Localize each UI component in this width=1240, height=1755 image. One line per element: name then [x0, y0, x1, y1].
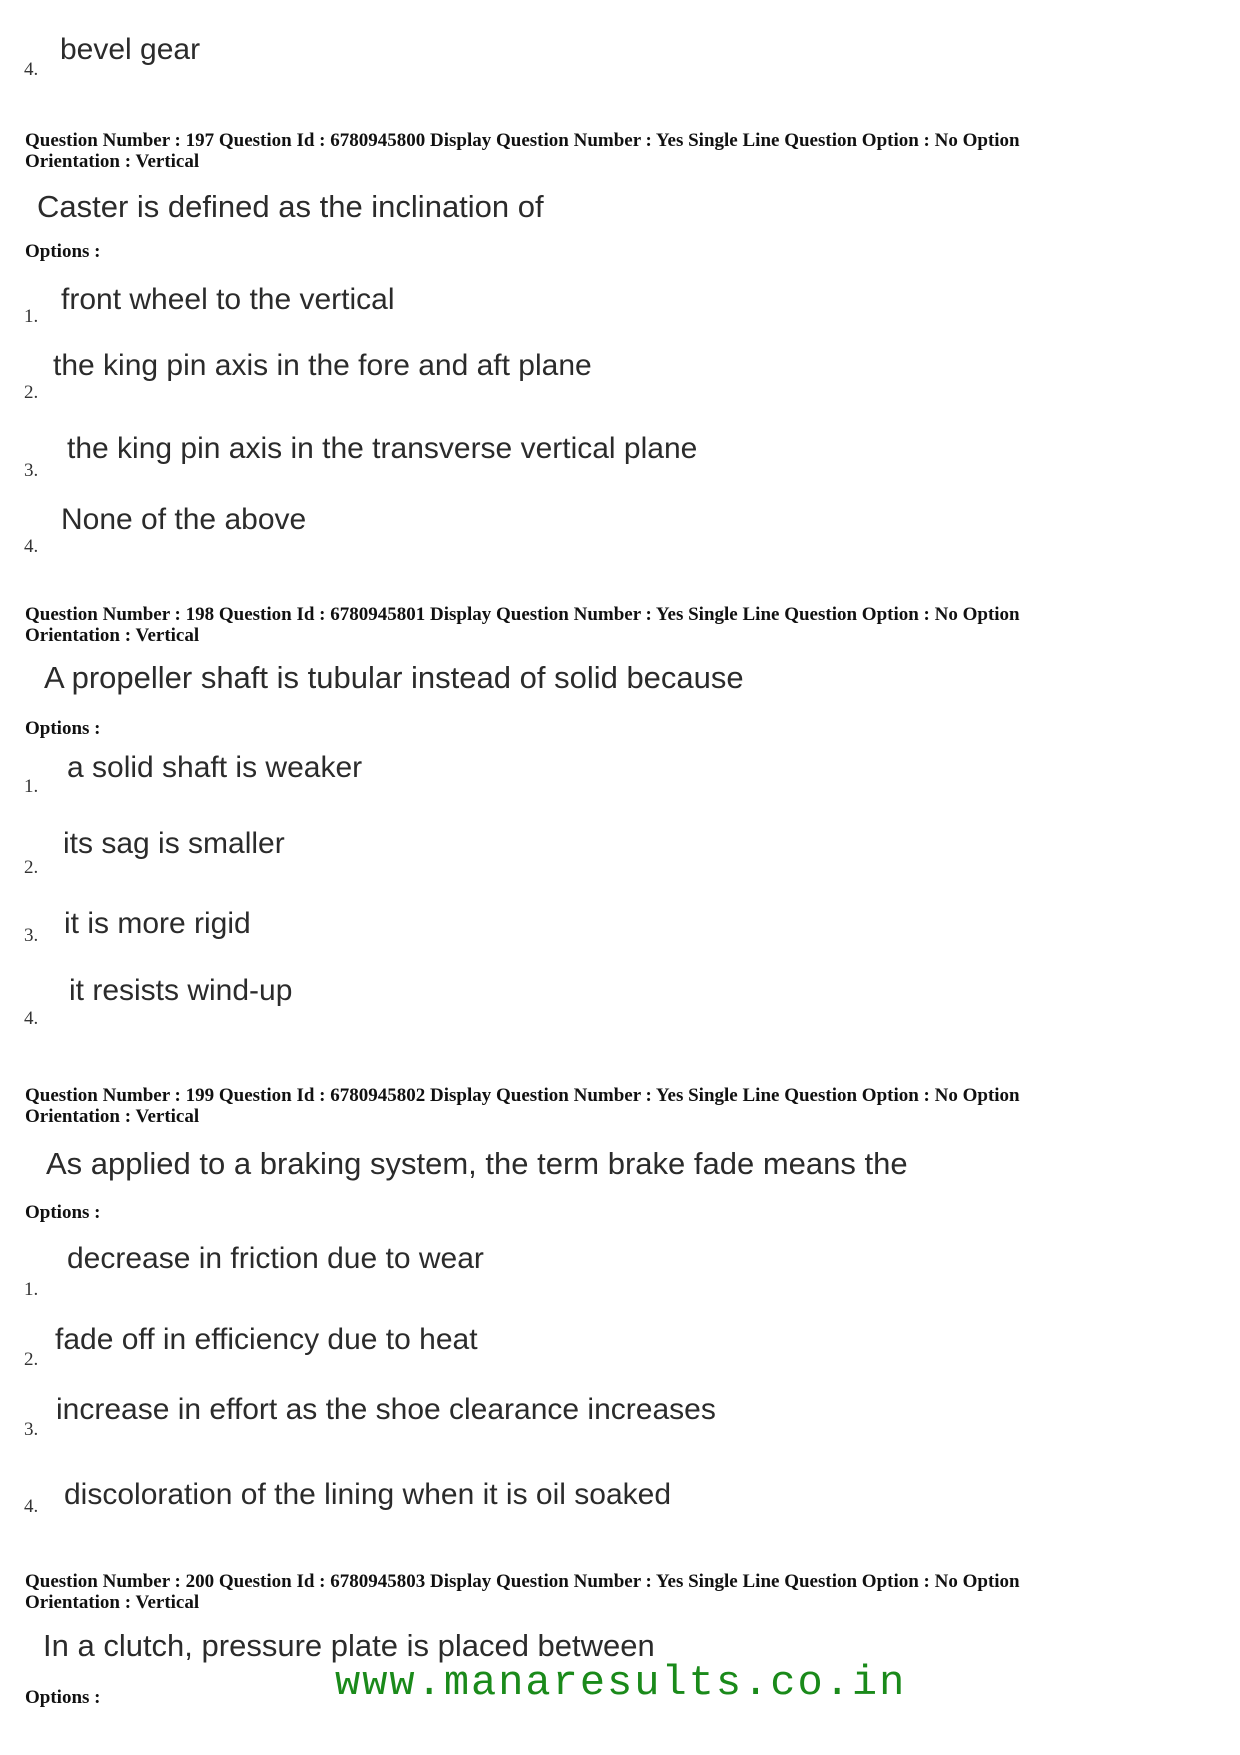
option-text: discoloration of the lining when it is oil soaked [64, 1478, 672, 1511]
question-meta-line: Orientation : Vertical [25, 151, 200, 172]
question-meta-line: Question Number : 200 Question Id : 6780945803 Display Question Number : Yes Single Line Question Option : No Option [25, 1571, 1020, 1592]
question-text: Caster is defined as the inclination of [37, 189, 544, 224]
option-number: 3. [24, 925, 39, 946]
option-number: 3. [24, 1419, 39, 1440]
question-meta-line: Orientation : Vertical [25, 1106, 200, 1127]
option-number: 4. [24, 1496, 39, 1517]
option-number: 2. [24, 382, 39, 403]
option-number: 1. [24, 1279, 39, 1300]
option-number: 1. [24, 776, 39, 797]
question-meta [25, 1085, 1215, 1127]
watermark: www.manaresults.co.in [335, 1659, 907, 1707]
option-text: a solid shaft is weaker [67, 751, 363, 784]
options-label: Options : [25, 1202, 101, 1223]
option-number: 3. [24, 460, 39, 481]
question-text: As applied to a braking system, the term brake fade means the [46, 1146, 908, 1181]
option-text: the king pin axis in the transverse vertical plane [67, 432, 698, 465]
option-number: 2. [24, 1349, 39, 1370]
option-text: it resists wind-up [69, 974, 293, 1007]
option-text: the king pin axis in the fore and aft plane [53, 349, 592, 382]
option-text: decrease in friction due to wear [67, 1242, 484, 1275]
question-meta-line: Question Number : 198 Question Id : 6780945801 Display Question Number : Yes Single Line Question Option : No Option [25, 604, 1020, 625]
option-number: 2. [24, 857, 39, 878]
options-label: Options : [25, 241, 101, 262]
question-meta [25, 604, 1215, 646]
option-number: 4. [24, 536, 39, 557]
options-label: Options : [25, 1687, 101, 1708]
question-meta [25, 130, 1215, 172]
option-text: bevel gear [60, 33, 201, 66]
question-meta-line: Orientation : Vertical [25, 625, 200, 646]
question-text: A propeller shaft is tubular instead of solid because [44, 660, 744, 695]
option-text: it is more rigid [64, 907, 251, 940]
option-text: fade off in efficiency due to heat [55, 1323, 478, 1356]
option-text: its sag is smaller [63, 827, 285, 860]
question-meta-line: Orientation : Vertical [25, 1592, 200, 1613]
options-label: Options : [25, 718, 101, 739]
option-number: 1. [24, 306, 39, 327]
question-meta-line: Question Number : 199 Question Id : 6780945802 Display Question Number : Yes Single Line Question Option : No Option [25, 1085, 1020, 1106]
question-meta-line: Question Number : 197 Question Id : 6780945800 Display Question Number : Yes Single Line Question Option : No Option [25, 130, 1020, 151]
question-meta [25, 1571, 1215, 1613]
option-text: None of the above [61, 503, 307, 536]
option-number: 4. [24, 59, 39, 80]
option-text: front wheel to the vertical [61, 283, 395, 316]
option-text: increase in effort as the shoe clearance increases [56, 1393, 716, 1426]
question-text: In a clutch, pressure plate is placed between [43, 1628, 655, 1663]
option-number: 4. [24, 1008, 39, 1029]
